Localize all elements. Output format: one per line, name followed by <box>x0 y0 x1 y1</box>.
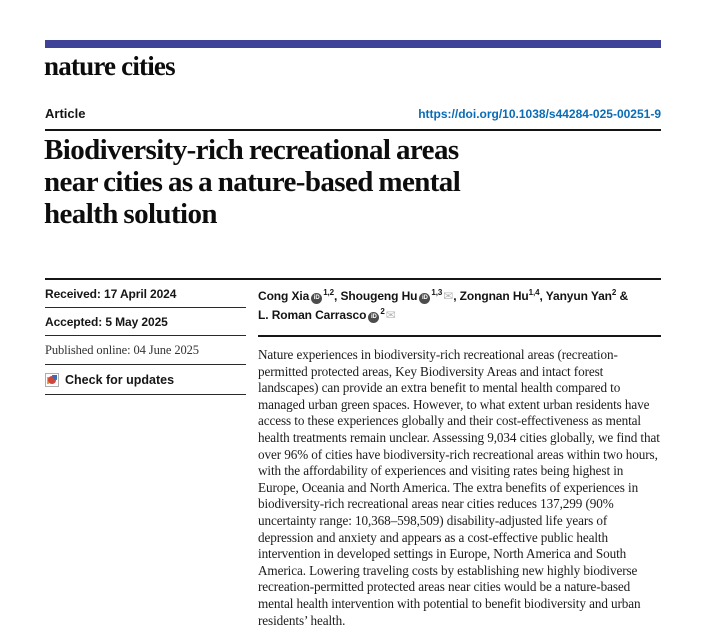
author-list <box>258 280 661 325</box>
journal-brand-bar <box>45 40 661 48</box>
title-line: health solution <box>44 198 217 230</box>
author-name: Zongnan Hu <box>459 289 529 303</box>
check-for-updates-label: Check for updates <box>65 373 175 387</box>
accepted-date: Accepted: 5 May 2025 <box>45 308 246 336</box>
abstract-text: Nature experiences in biodiversity-rich recreational areas (recreation-permitted protected areas, Key Biodiversity Areas and intact forest landscapes) can provide an extra benefit to mental health compared to managed urban green spaces. However, to what extent urban residents have access to these experiences globally and their cost-effectiveness as mental health treatments remain unclear. Assessing 9,034 cities globally, we find that over 96% of cities have biodiversity-rich recreational areas within two hours, with the affordability of experiences and visiting rates being highest in Europe, Oceania and North America. The extra benefits of experiences in biodiversity-rich recreational areas near cities reduces 137,299 (90% uncertainty range: 10,368–598,509) disability-adjusted life years of depression and anxiety and appears as a cost-effective public health intervention in developed settings in Europe, North America and South America. Lowering traveling costs by establishing new highly biodiverse recreation-permitted protected areas near cities would be a nature-based mental health intervention with potential to benefit biodiversity and urban residents’ health. <box>258 347 660 628</box>
article-header-row <box>45 106 661 121</box>
author-name: Yanyun Yan <box>545 289 612 303</box>
author-affiliation-superscript: 1,3 <box>431 288 443 297</box>
header-divider <box>45 129 661 131</box>
author-affiliation-superscript: 2 <box>611 288 617 297</box>
author-name: L. Roman Carrasco <box>258 308 367 322</box>
article-type-label: Article <box>45 106 86 121</box>
article-main-column <box>258 280 661 629</box>
author-affiliation-superscript: 1,4 <box>528 288 540 297</box>
author-separator: & <box>616 289 629 303</box>
author-separator: , <box>334 289 341 303</box>
article-metadata-column <box>45 280 246 395</box>
orcid-icon[interactable]: iD <box>419 293 430 304</box>
author-name: Shougeng Hu <box>340 289 418 303</box>
title-line: near cities as a nature-based mental <box>44 166 461 198</box>
corresponding-author-email-icon[interactable]: ✉ <box>443 289 454 303</box>
journal-logo: nature cities <box>44 51 175 81</box>
title-line: Biodiversity-rich recreational areas <box>44 134 459 166</box>
author-affiliation-superscript: 1,2 <box>323 288 335 297</box>
page-title <box>44 134 604 230</box>
author-separator: , <box>539 289 546 303</box>
received-date: Received: 17 April 2024 <box>45 280 246 308</box>
orcid-icon[interactable]: iD <box>368 312 379 323</box>
check-for-updates-button[interactable] <box>45 365 246 395</box>
published-date: Published online: 04 June 2025 <box>45 336 246 365</box>
orcid-icon[interactable]: iD <box>311 293 322 304</box>
crossmark-icon <box>45 373 59 387</box>
author-separator: , <box>453 289 460 303</box>
author-affiliation-superscript: 2 <box>380 307 385 316</box>
doi-link[interactable]: https://doi.org/10.1038/s44284-025-00251-9 <box>418 107 661 121</box>
author-name: Cong Xia <box>258 289 310 303</box>
corresponding-author-email-icon[interactable]: ✉ <box>385 308 396 322</box>
author-divider <box>258 335 661 337</box>
